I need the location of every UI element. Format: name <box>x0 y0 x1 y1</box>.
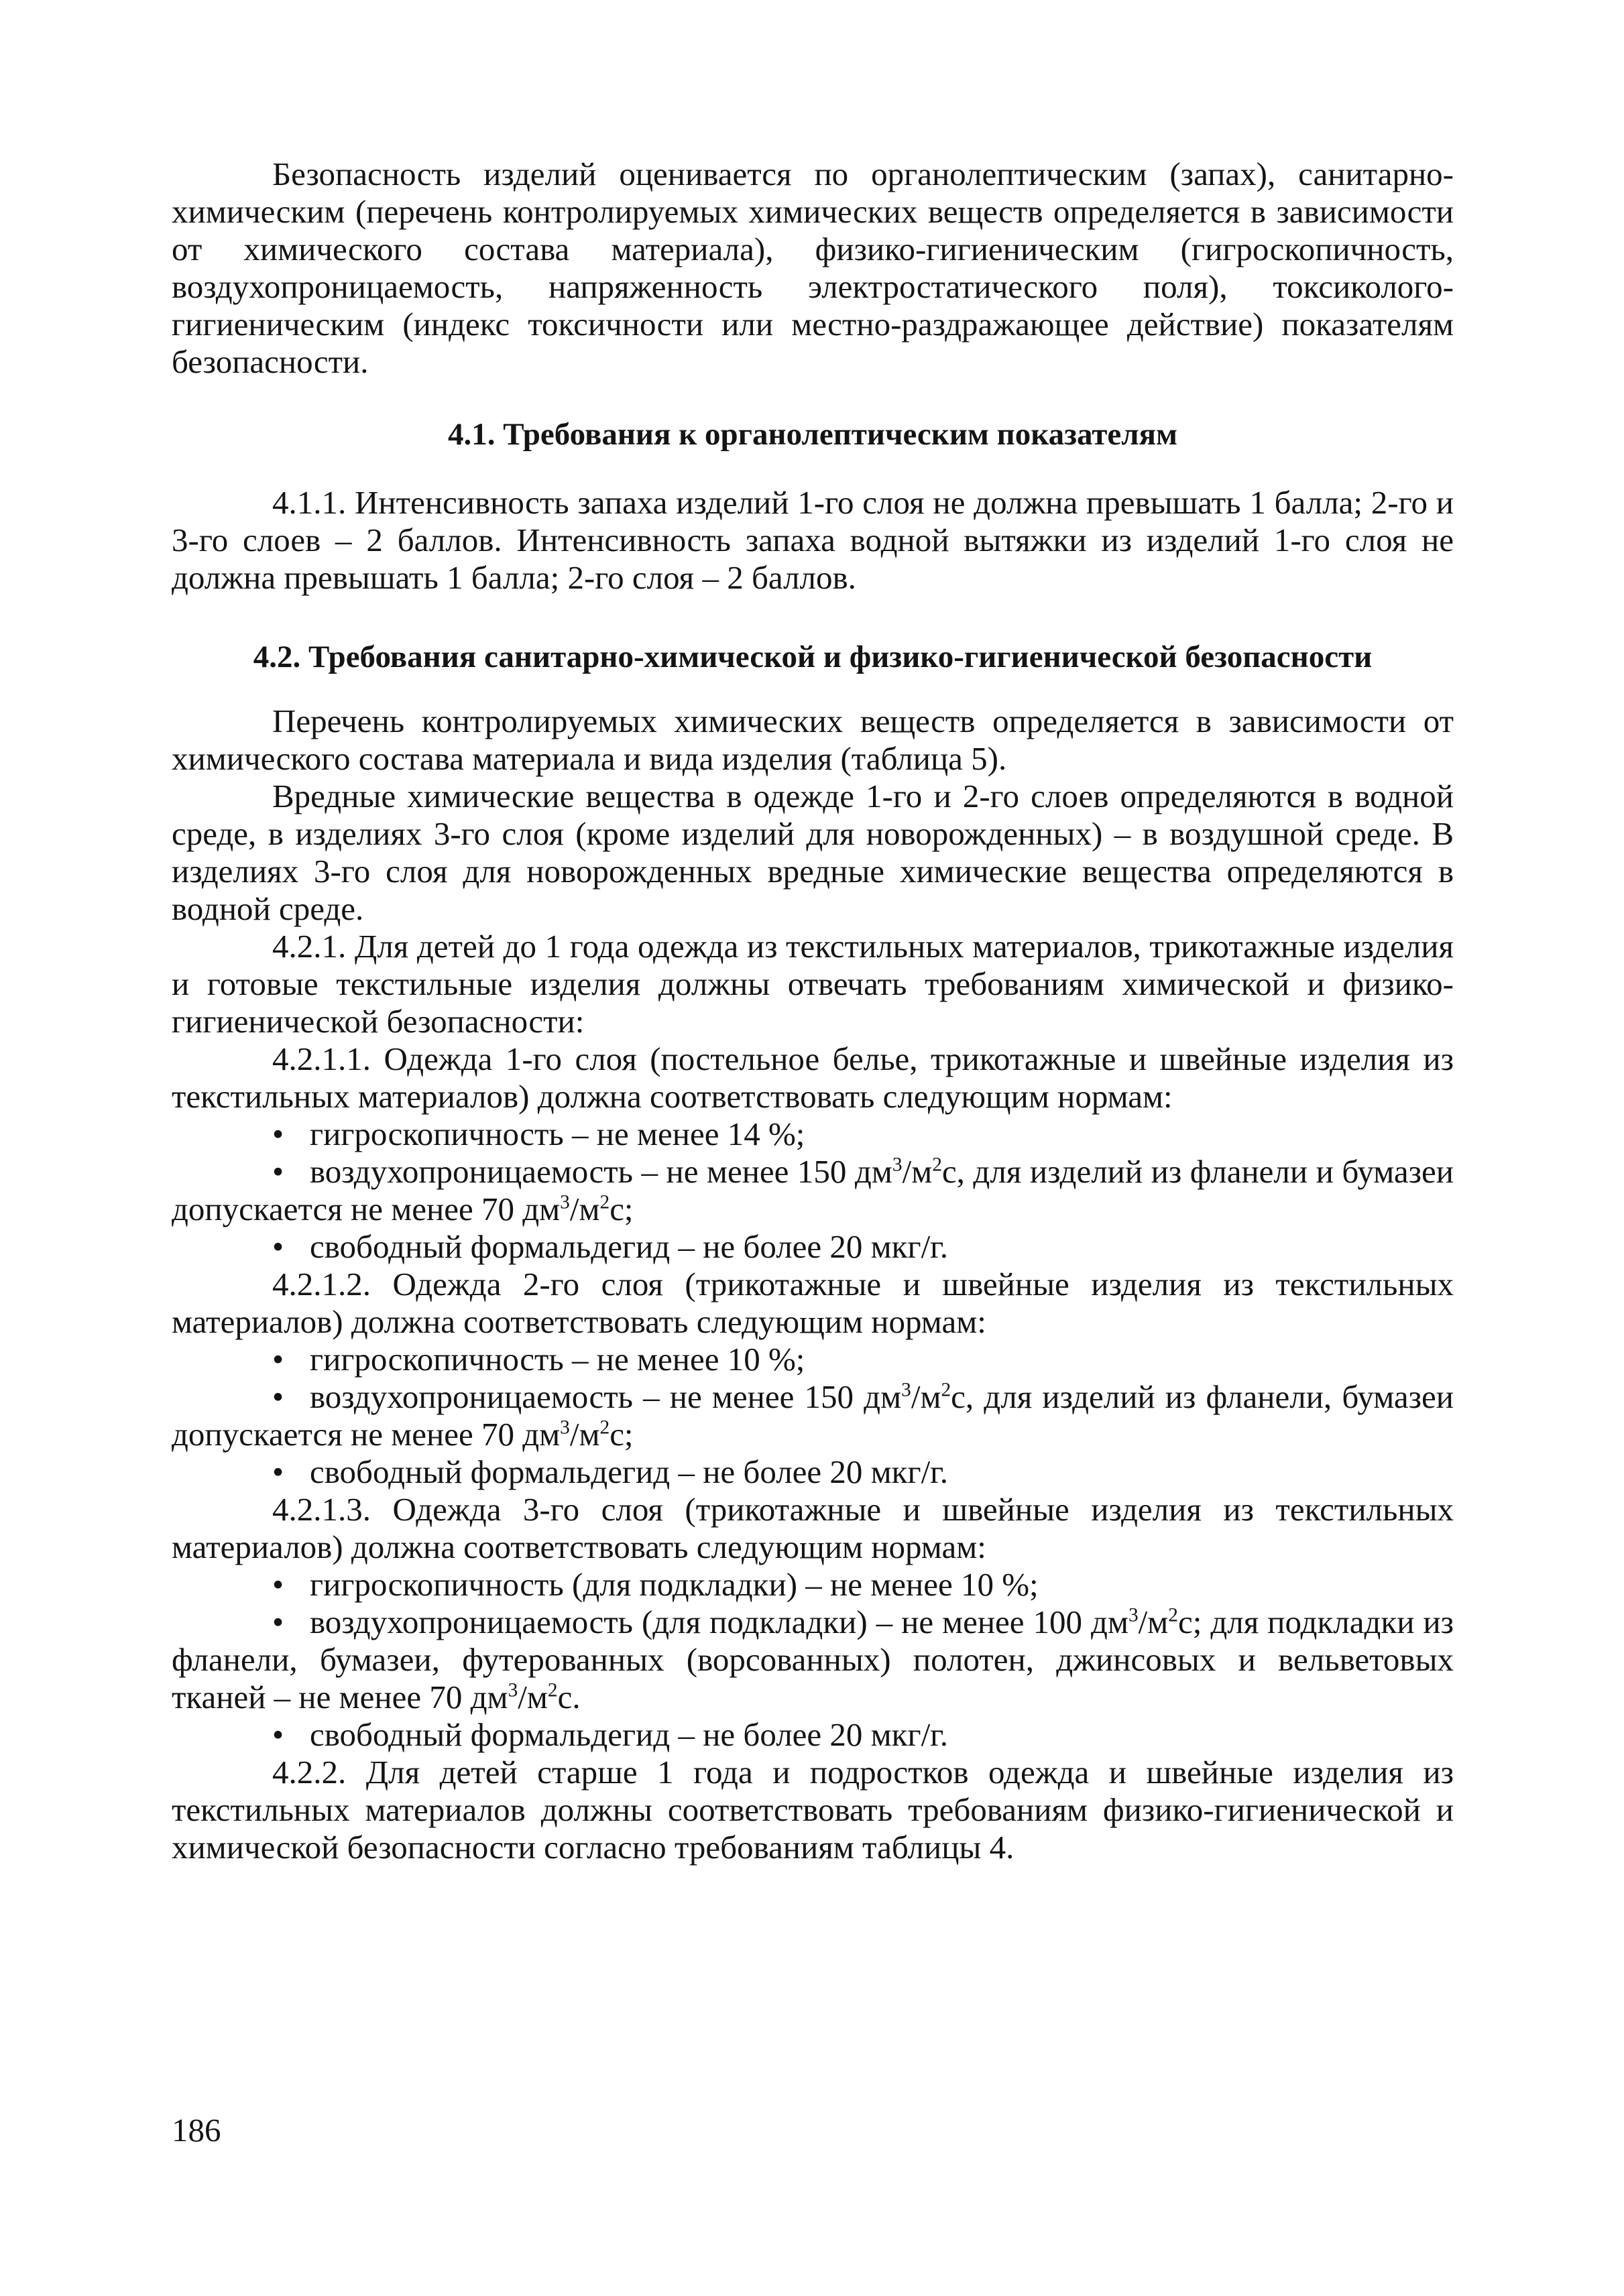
bullet-icon: • <box>272 1341 284 1378</box>
bullet-icon: • <box>272 1716 284 1753</box>
list-item: • воздухопроницаемость – не менее 150 $дм^3/м^2с$, для изделий из фланели и бумазеи допускается не менее 70 $дм^3/м^2с$; <box>172 1153 1454 1227</box>
list-item: • гигроскопичность (для подкладки) – не менее 10 %; <box>272 1566 1039 1603</box>
paragraph-4-2-1-1: 4.2.1.1. Одежда 1-го слоя (постельное белье, трикотажные и швейные изделия из текстильных материалов) должна соответствовать следующим нормам: <box>172 1040 1454 1115</box>
bullet-icon: • <box>272 1228 284 1265</box>
bullet-icon: • <box>272 1378 284 1415</box>
paragraph-4-2-2: 4.2.2. Для детей старше 1 года и подростков одежда и швейные изделия из текстильных материалов должны соответствовать требованиям физико-гигиенической и химической безопасности согласно требованиям таблицы 4. <box>172 1754 1454 1866</box>
list-item: • свободный формальдегид – не более 20 мкг/г. <box>272 1453 949 1490</box>
page-number: 186 <box>172 2112 221 2149</box>
list-item: • гигроскопичность – не менее 10 %; <box>272 1341 805 1378</box>
paragraph-4-2-list: Перечень контролируемых химических веществ определяется в зависимости от химического состава материала и вида изделия (таблица 5). <box>172 703 1454 777</box>
list-item: • воздухопроницаемость (для подкладки) – не менее 100 $дм^3/м^2с$; для подкладки из фланели, бумазеи, футерованных (ворсованных) полотен, джинсовых и вельветовых тканей – не менее 70 $дм^3/м^2с$. <box>172 1604 1454 1715</box>
paragraph-4-2-1-2: 4.2.1.2. Одежда 2-го слоя (трикотажные и швейные изделия из текстильных материалов) должна соответствовать следующим нормам: <box>172 1266 1454 1340</box>
bullet-icon: • <box>272 1604 284 1640</box>
paragraph-4-1-1: 4.1.1. Интенсивность запаха изделий 1-го слоя не должна превышать 1 балла; 2-го и 3-го слоев – 2 баллов. Интенсивность запаха водной вытяжки из изделий 1-го слоя не должна превышать 1 балла; 2-го слоя – 2 баллов. <box>172 484 1454 596</box>
paragraph-4-2-1-3: 4.2.1.3. Одежда 3-го слоя (трикотажные и швейные изделия из текстильных материалов) должна соответствовать следующим нормам: <box>172 1491 1454 1565</box>
list-item: • гигроскопичность – не менее 14 %; <box>272 1115 805 1152</box>
paragraph-4-2-harmful: Вредные химические вещества в одежде 1-го и 2-го слоев определяются в водной среде, в изделиях 3-го слоя (кроме изделий для новорожденных) – в воздушной среде. В изделиях 3-го слоя для новорожденных вредные химические вещества определяются в водной среде. <box>172 778 1454 927</box>
list-item: • воздухопроницаемость – не менее 150 $дм^3/м^2с$, для изделий из фланели, бумазеи допускается не менее 70 $дм^3/м^2с$; <box>172 1378 1454 1453</box>
heading-4-1: 4.1. Требования к органолептическим показателям <box>447 417 1178 452</box>
intro-paragraph: Безопасность изделий оценивается по органолептическим (запах), санитарно-химическим (перечень контролируемых химических веществ определяется в зависимости от химического состава материала), физико-гигиеническим (гигроскопичность, воздухопроницаемость, напряженность электростатического поля), токсиколого-гигиеническим (индекс токсичности или местно-раздражающее действие) показателям безопасности. <box>172 156 1454 380</box>
paragraph-4-2-1: 4.2.1. Для детей до 1 года одежда из текстильных материалов, трикотажные изделия и готовые текстильные изделия должны отвечать требованиям химической и физико-гигиенической безопасности: <box>172 928 1454 1040</box>
list-item: • свободный формальдегид – не более 20 мкг/г. <box>272 1716 949 1753</box>
bullet-icon: • <box>272 1115 284 1152</box>
bullet-icon: • <box>272 1566 284 1603</box>
heading-4-2: 4.2. Требования санитарно-химической и физико-гигиенической безопасности <box>253 640 1373 674</box>
list-item: • свободный формальдегид – не более 20 мкг/г. <box>272 1228 949 1265</box>
bullet-icon: • <box>272 1153 284 1190</box>
page-body <box>172 156 1454 1866</box>
bullet-icon: • <box>272 1453 284 1490</box>
